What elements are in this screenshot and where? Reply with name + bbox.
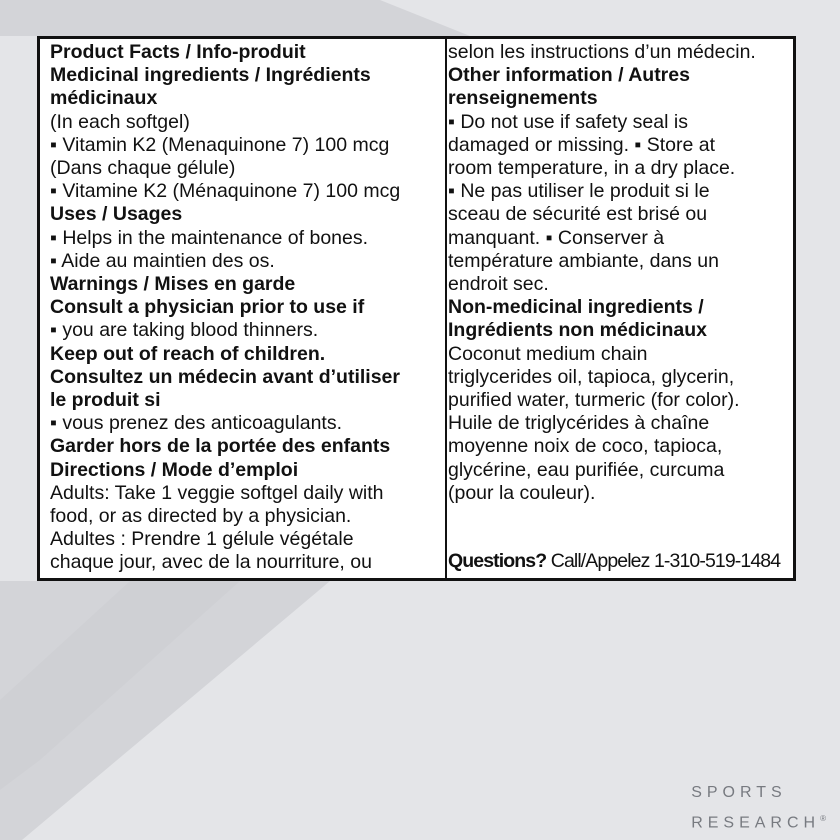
body-text-line: (pour la couleur). (448, 481, 596, 504)
product-facts-panel (37, 36, 796, 581)
body-text-line: purified water, turmeric (for color). (448, 389, 740, 412)
body-text-line: moyenne noix de coco, tapioca, (448, 435, 723, 458)
section-heading-line: Consult a physician prior to use if (50, 296, 365, 319)
body-text-line: Adultes : Prendre 1 gélule végétale (50, 528, 354, 551)
body-text-line: selon les instructions d’un médecin. (448, 41, 756, 63)
section-heading-line: médicinaux (50, 87, 158, 110)
body-text-line: ▪ Do not use if safety seal is (448, 110, 688, 133)
body-text-line: ▪ Helps in the maintenance of bones. (50, 226, 369, 249)
body-text-line: sceau de sécurité est brisé ou (448, 203, 708, 226)
brand-line-2: RESEARCH (691, 814, 821, 832)
section-heading-line: Non-medicinal ingredients / (448, 296, 704, 319)
body-text-line: ▪ you are taking blood thinners. (50, 319, 319, 342)
body-text-line: Huile de triglycérides à chaîne (448, 412, 710, 435)
section-heading-line: Garder hors de la portée des enfants (50, 435, 391, 458)
section-heading-line: Directions / Mode d’emploi (50, 458, 299, 481)
section-heading-line: Keep out of reach of children. (50, 342, 326, 365)
body-text-line: manquant. ▪ Conserver à (448, 226, 665, 249)
brand-logo (691, 780, 826, 836)
body-text-line: (Dans chaque gélule) (50, 157, 236, 180)
section-heading-line: Consultez un médecin avant d’utiliser (50, 365, 400, 388)
body-text-line: ▪ vous prenez des anticoagulants. (50, 412, 343, 435)
section-heading-line: renseignements (448, 87, 598, 110)
body-text-line: (In each softgel) (50, 110, 190, 133)
body-text-line: ▪ Vitamin K2 (Menaquinone 7) 100 mcg (50, 133, 390, 156)
questions-phone-text: Call/Appelez 1-310-519-1484 (546, 550, 781, 572)
body-text-line: Adults: Take 1 veggie softgel daily with (50, 481, 384, 504)
body-text-line: ▪ Aide au maintien des os. (50, 249, 275, 272)
body-text-line: Coconut medium chain (448, 342, 648, 365)
body-text-line: chaque jour, avec de la nourriture, ou (50, 551, 372, 574)
body-text-line: endroit sec. (448, 273, 549, 296)
section-heading-line: Uses / Usages (50, 203, 183, 226)
section-heading-line: Medicinal ingredients / Ingrédients (50, 64, 371, 87)
section-heading-line: Product Facts / Info-produit (50, 41, 306, 63)
section-heading-line: le produit si (50, 389, 161, 412)
questions-contact (448, 550, 780, 573)
left-column (50, 41, 442, 575)
column-divider (445, 39, 447, 578)
questions-label: Questions? (448, 550, 547, 572)
section-heading-line: Other information / Autres (448, 64, 690, 87)
right-column (448, 41, 793, 505)
registered-mark: ® (820, 814, 826, 823)
body-text-line: ▪ Ne pas utiliser le produit si le (448, 180, 710, 203)
section-heading-line: Warnings / Mises en garde (50, 273, 296, 296)
body-text-line: room temperature, in a dry place. (448, 157, 736, 180)
body-text-line: triglycerides oil, tapioca, glycerin, (448, 365, 735, 388)
brand-line-1: SPORTS (691, 784, 787, 801)
body-text-line: glycérine, eau purifiée, curcuma (448, 458, 725, 481)
body-text-line: ▪ Vitamine K2 (Ménaquinone 7) 100 mcg (50, 180, 401, 203)
body-text-line: température ambiante, dans un (448, 249, 720, 272)
section-heading-line: Ingrédients non médicinaux (448, 319, 707, 342)
body-text-line: damaged or missing. ▪ Store at (448, 133, 716, 156)
body-text-line: food, or as directed by a physician. (50, 505, 352, 528)
